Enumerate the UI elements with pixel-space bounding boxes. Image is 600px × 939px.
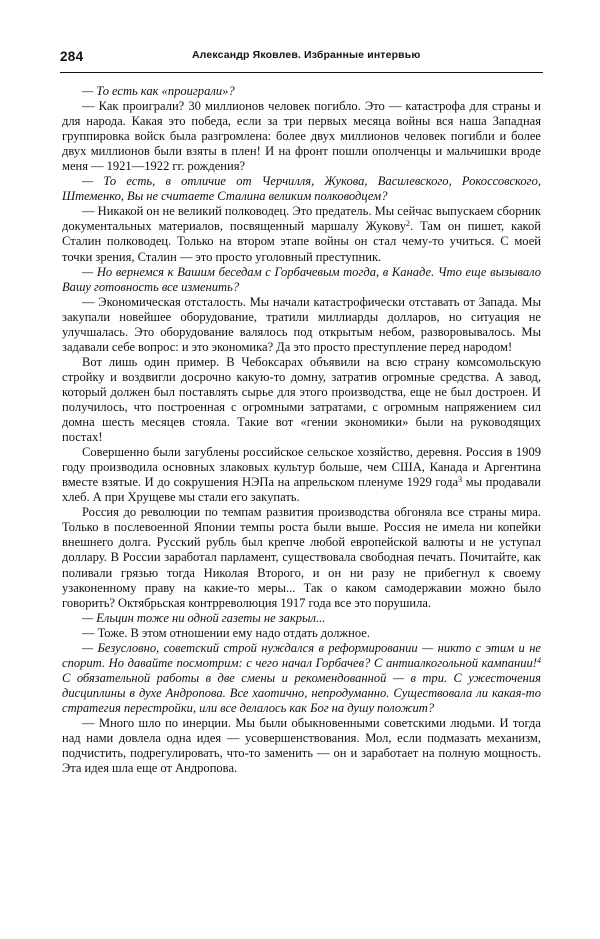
paragraph-question: — То есть как «проиграли»? xyxy=(82,84,235,98)
paragraph-answer: — Тоже. В этом отношении ему надо отдать должное. xyxy=(82,625,370,640)
paragraph-question: — Безусловно, советский строй нуждался в реформировании — никто с этим и не спорит. Но давайте посмотрим: с чего начал Горбачев? С антиалкогольной кампании!$^4$ С обязательной работы в две смены и рекомендованной — в три. С ужесточения дисциплины в духе Андропова. Все хаотично, непродуманно. Существовала ли какая-то стратегия перестройки, или все делалось как Бог на душу положит? xyxy=(62,640,541,715)
page-header xyxy=(60,50,543,70)
paragraph-answer: Совершенно были загублены российское сельское хозяйство, деревня. Россия в 1909 году производила основных злаковых культур больше, чем США, Канада и Аргентина вместе взятые. И до сокрушения НЭПа на апрельском пленуме 1929 года$^3$ мы продавали хлеб. А при Хрущеве мы стали его закупать. xyxy=(62,445,541,505)
paragraph-answer: Вот лишь один пример. В Чебоксарах объявили на всю страну комсомольскую стройку и воздвигли досрочно какую-то домну, затратив огромные средства. А завод, который должен был поставлять сырье для этого производства, еще не был достроен. И получилось, что построенная с огромными затратами, с огромным напряжением сил домна шесть месяцев стояла. Такие вот «гении экономики» были на руководящих постах! xyxy=(62,354,541,445)
paragraph-answer: — Никакой он не великий полководец. Это предатель. Мы сейчас выпускаем сборник документальных материалов, посвященный маршалу Жукову$^2$. Там он пишет, какой Сталин полководец. Только на втором этапе войны он стал чему-то учиться. С моей точки зрения, Сталин — это просто уголовный преступник. xyxy=(62,204,541,264)
footnote-marker[interactable]: 4 xyxy=(537,655,541,665)
paragraph-answer: — Как проиграли? 30 миллионов человек погибло. Это — катастрофа для страны и для народа. Какая это победа, если за три первых месяца войны вся наша Западная группировка войск была разгромлена: более двух миллионов человек погибли и более двух миллионов были взяты в плен! И на фронт пошли ополченцы и мальчишки вроде меня — 1921—1922 гг. рождения? xyxy=(62,99,541,174)
page-number: 284 xyxy=(60,49,84,64)
footnote-marker[interactable]: 2 xyxy=(405,219,410,229)
paragraph-question: — Но вернемся к Вашим беседам с Горбачевым тогда, в Канаде. Что еще вызывало Вашу готовность все изменить? xyxy=(62,264,541,294)
paragraph-question: — Ельцин тоже ни одной газеты не закрыл... xyxy=(82,610,326,625)
footnote-marker[interactable]: 3 xyxy=(458,475,463,485)
header-rule-divider xyxy=(60,72,543,73)
running-title: Александр Яковлев. Избранные интервью xyxy=(191,49,421,61)
paragraph-answer: Россия до революции по темпам развития производства обгоняла все страны мира. Только в послевоенной Японии темпы роста были выше. Россия не имела ни копейки внешнего долга. Русский рубль был крепче любой европейской валюты и не уступал доллару. В России заработал парламент, существовала свободная печать. Почитайте, как поливали грязью тогда Николая Второго, и он ни разу не прибегнул к своему узаконенному праву на какие-то меры... Так о каком самодержавии можно было говорить? Октябрьская контрреволюция 1917 года все это порушила. xyxy=(62,505,541,610)
body-text-column xyxy=(62,84,541,776)
paragraph-answer: — Экономическая отсталость. Мы начали катастрофически отставать от Запада. Мы закупали новейшее оборудование, тратили миллиарды долларов, но ситуация не улучшалась. Это оборудование валялось под открытым небом, разворовывалось. Мы задавали себе вопрос: и это экономика? Да это просто преступление перед народом! xyxy=(62,294,541,354)
paragraph-question: — То есть, в отличие от Черчилля, Жукова, Василевского, Рокоссовского, Штеменко, Вы не считаете Сталина великим полководцем? xyxy=(62,174,541,204)
paragraph-answer: — Много шло по инерции. Мы были обыкновенными советскими людьми. И тогда над нами довлела одна идея — усовершенствования. Мол, если подмазать механизм, подчистить, подрегулировать, что-то заменить — он и заработает на полную мощность. Эта идея шла еще от Андропова. xyxy=(62,715,541,776)
